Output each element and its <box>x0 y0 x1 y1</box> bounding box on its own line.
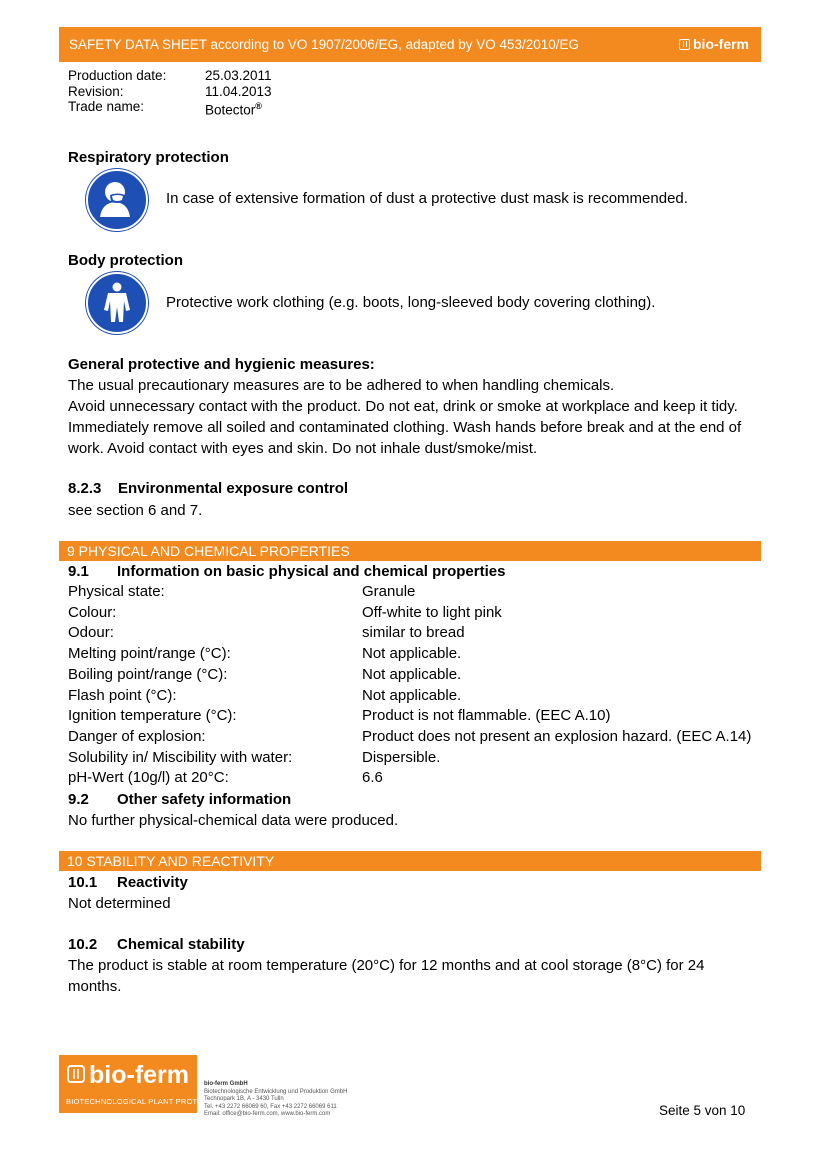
header-title: SAFETY DATA SHEET according to VO 1907/2006/EG, adapted by VO 453/2010/EG <box>69 37 580 52</box>
page-number: Seite 5 von 10 <box>659 1103 746 1118</box>
property-label: Colour: <box>68 603 117 621</box>
meta-label: Revision: <box>68 83 124 99</box>
property-value: Not applicable. <box>362 645 462 663</box>
company-name: bio-ferm GmbH <box>204 1081 248 1087</box>
property-value: Not applicable. <box>362 686 462 704</box>
sub-9-2-text: No further physical-chemical data were produced. <box>68 812 399 829</box>
footer-company-info <box>204 1081 347 1119</box>
meta-values <box>205 68 272 118</box>
stability-line: The product is stable at room temperature (20°C) for 12 months and at cool storage (8°C) for 24 <box>68 957 705 974</box>
property-label: Odour: <box>68 624 114 642</box>
property-label: pH-Wert (10g/l) at 20°C: <box>68 769 229 787</box>
property-value: Off-white to light pink <box>362 603 502 621</box>
meta-labels <box>68 68 166 115</box>
env-number: 8.2.3 <box>68 480 102 497</box>
property-value: Granule <box>362 583 416 600</box>
company-line: Technopark 1B, A - 3430 Tulln <box>204 1096 284 1102</box>
respiratory-heading: Respiratory protection <box>68 149 229 166</box>
property-value: similar to bread <box>362 624 465 642</box>
meta-label: Production date: <box>68 68 167 83</box>
property-label: Boiling point/range (°C): <box>68 665 228 683</box>
env-text: see section 6 and 7. <box>68 502 203 519</box>
body-protection-text: Protective work clothing (e.g. boots, long-sleeved body covering clothing). <box>166 294 656 311</box>
sub-10-1-title: Reactivity <box>117 874 188 891</box>
property-value: 6.6 <box>362 769 383 787</box>
property-label: Danger of explosion: <box>68 727 206 745</box>
property-value: Not applicable. <box>362 665 462 683</box>
general-line: The usual precautionary measures are to be adhered to when handling chemicals. <box>68 377 615 394</box>
sub-10-2-title: Chemical stability <box>117 936 245 953</box>
dust-mask-icon <box>86 169 148 231</box>
property-labels <box>68 582 292 789</box>
property-label: Melting point/range (°C): <box>68 645 231 663</box>
property-label: Physical state: <box>68 583 165 600</box>
general-line: Avoid unnecessary contact with the product. Do not eat, drink or smoke at workplace and keep it tidy. <box>68 398 738 415</box>
registered-mark: ® <box>255 101 262 111</box>
sub-10-2-text <box>68 955 704 997</box>
production-date: 25.03.2011 <box>205 68 272 83</box>
property-label: Ignition temperature (°C): <box>68 707 237 725</box>
section-9-bar <box>59 541 761 561</box>
sub-9-2-title: Other safety information <box>117 791 292 808</box>
logo-mark-icon <box>67 1065 85 1083</box>
respiratory-text: In case of extensive formation of dust a protective dust mask is recommended. <box>166 190 688 207</box>
sub-10-2-number: 10.2 <box>68 936 98 953</box>
sub-9-2-number: 9.2 <box>68 791 89 808</box>
document-header <box>59 27 761 62</box>
logo-mark-icon <box>679 39 690 50</box>
footer-logo-text: bio-ferm <box>89 1061 189 1089</box>
section-10-title: 10 STABILITY AND REACTIVITY <box>67 853 275 869</box>
property-values <box>362 582 751 789</box>
company-line: Biotechnologische Entwicklung und Produktion GmbH <box>204 1088 348 1095</box>
general-line: Immediately remove all soiled and contaminated clothing. Wash hands before break and at the end of <box>68 419 742 436</box>
revision-date: 11.04.2013 <box>205 83 272 99</box>
body-protection-heading: Body protection <box>68 252 183 269</box>
meta-label: Trade name: <box>68 99 145 114</box>
section-9-title: 9 PHYSICAL AND CHEMICAL PROPERTIES <box>67 543 350 559</box>
sub-9-1-number: 9.1 <box>68 563 89 580</box>
footer-tagline: BIOTECHNOLOGICAL PLANT PROTECTION <box>66 1097 227 1106</box>
company-line: Tel. +43 2272 66069 60, Fax +43 2272 66069 611 <box>204 1103 337 1110</box>
property-label: Flash point (°C): <box>68 686 177 704</box>
company-line: Email: office@bio-ferm.com, www.bio-ferm.com <box>204 1111 331 1117</box>
header-logo-text: bio-ferm <box>693 36 749 52</box>
general-measures-heading: General protective and hygienic measures: <box>68 356 375 373</box>
property-value: Dispersible. <box>362 748 441 766</box>
property-label: Solubility in/ Miscibility with water: <box>68 748 293 766</box>
env-heading: Environmental exposure control <box>118 480 349 497</box>
sub-10-1-text: Not determined <box>68 895 171 912</box>
property-value: Product is not flammable. (EEC A.10) <box>362 707 611 725</box>
property-value: Product does not present an explosion hazard. (EEC A.14) <box>362 727 752 745</box>
general-line: work. Avoid contact with eyes and skin. Do not inhale dust/smoke/mist. <box>68 440 538 457</box>
sub-10-1-number: 10.1 <box>68 874 98 891</box>
stability-line: months. <box>68 978 122 995</box>
trade-name: Botector <box>205 102 256 118</box>
section-10-bar <box>59 851 761 871</box>
header-logo <box>679 36 749 52</box>
protective-suit-icon <box>86 272 148 334</box>
general-measures-text <box>68 375 741 459</box>
sub-9-1-title: Information on basic physical and chemical properties <box>117 563 506 580</box>
